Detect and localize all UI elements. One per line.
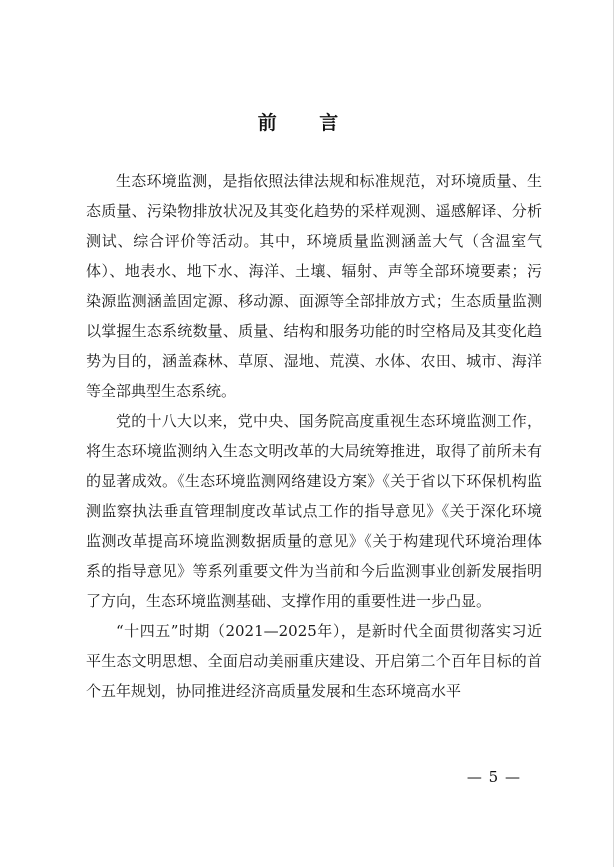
paragraph-2: 党的十八大以来，党中央、国务院高度重视生态环境监测工作，将生态环境监测纳入生态文明改革的大局统筹推进，取得了前所未有的显著成效。《生态环境监测网络建设方案》《关于省以下环保机构监测监察执法垂直管理制度改革试点工作的指导意见》《关于深化环境监测改革提高环境监测数据质量的意见》《关于构建现代环境治理体系的指导意见》等系列重要文件为当前和今后监测事业创新发展指明了方向，生态环境监测基础、支撑作用的重要性进一步凸显。 <box>86 412 542 610</box>
paragraph-1: 生态环境监测，是指依照法律法规和标准规范，对环境质量、生态质量、污染物排放状况及其变化趋势的采样观测、遥感解译、分析测试、综合评价等活动。其中，环境质量监测涵盖大气（含温室气体）、地表水、地下水、海洋、土壤、辐射、声等全部环境要素；污染源监测涵盖固定源、移动源、面源等全部排放方式；生态质量监测以掌握生态系统数量、质量、结构和服务功能的时空格局及其变化趋势为目的，涵盖森林、草原、湿地、荒漠、水体、农田、城市、海洋等全部典型生态系统。 <box>86 172 542 400</box>
page-title: 前 言 <box>257 112 357 134</box>
paragraph-3: “十四五”时期（2021—2025年），是新时代全面贯彻落实习近平生态文明思想、全面启动美丽重庆建设、开启第二个百年目标的首个五年规划，协同推进经济高质量发展和生态环境高水平 <box>86 622 542 700</box>
page-number: — 5 — <box>466 768 521 786</box>
body-text <box>86 166 542 706</box>
